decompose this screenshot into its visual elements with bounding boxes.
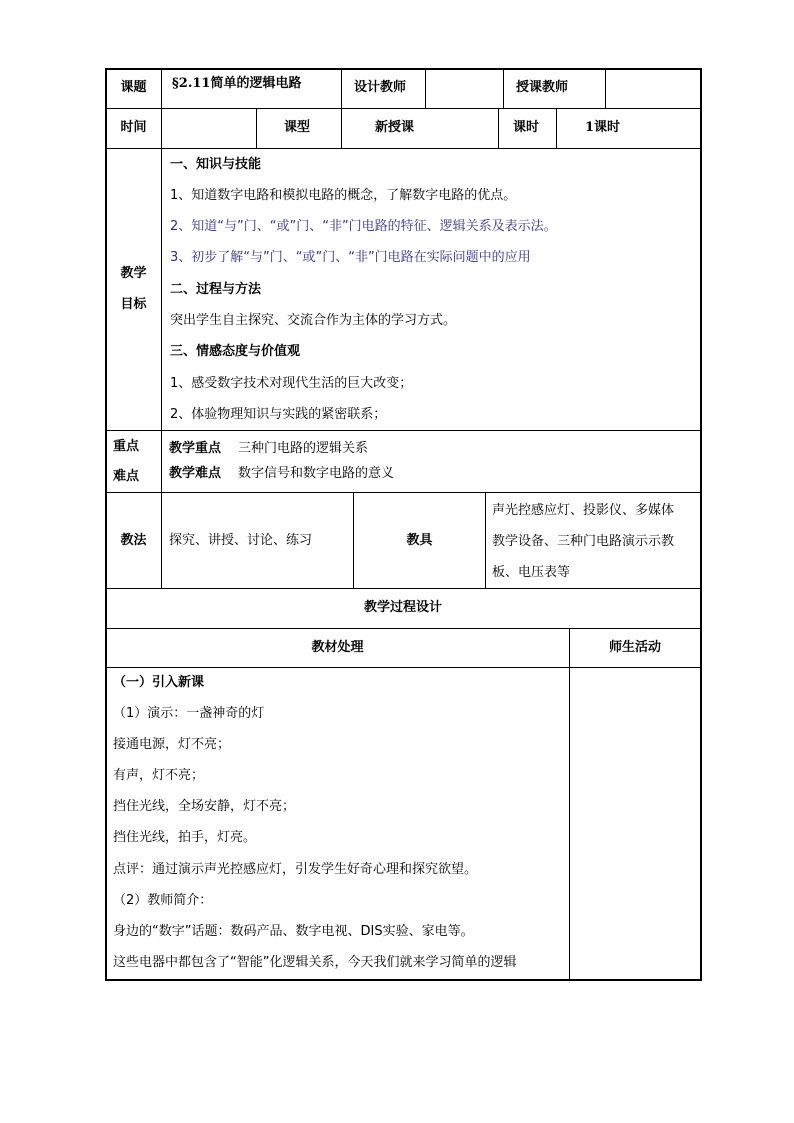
col-divider	[498, 108, 499, 148]
col-divider	[341, 69, 342, 108]
col-divider	[256, 108, 257, 148]
row-divider	[106, 588, 700, 589]
objectives-item6: 2、体验物理知识与实践的紧密联系；	[170, 407, 387, 422]
focus-value: 三种门电路的逻辑关系	[238, 441, 369, 456]
objectives-item2: 2、知道“与”门、“或”门、“非”门电路的特征、逻辑关系及表示法。	[170, 219, 557, 234]
col-divider	[161, 492, 162, 588]
process-line: （2）教师简介：	[113, 893, 213, 908]
col-divider	[485, 492, 486, 588]
table-border-left	[105, 68, 107, 981]
objectives-item5: 1、感受数字技术对现代生活的巨大改变；	[170, 376, 413, 391]
col-divider	[161, 148, 162, 492]
type-label: 课型	[284, 120, 311, 135]
tools-label: 教具	[406, 533, 433, 548]
process-col2-header: 师生活动	[608, 640, 661, 655]
col-divider	[556, 108, 557, 148]
process-line: 点评：通过演示声光控感应灯，引发学生好奇心理和探究欲望。	[113, 862, 478, 877]
keypoints-label-line1: 重点	[113, 439, 140, 454]
row-divider	[106, 628, 700, 629]
col-divider	[161, 69, 162, 108]
col-divider	[503, 69, 504, 108]
process-line: 身边的“数字”话题：数码产品、数字电视、DIS实验、家电等。	[113, 924, 474, 939]
instructor-label: 授课教师	[516, 80, 569, 95]
col-divider	[425, 69, 426, 108]
objectives-section2-title: 二、过程与方法	[170, 282, 262, 297]
type-value: 新授课	[375, 120, 415, 135]
difficulty-value: 数字信号和数字电路的意义	[238, 466, 395, 481]
process-line: 有声，灯不亮；	[113, 768, 205, 783]
hours-value: 1课时	[585, 120, 621, 135]
process-title: 教学过程设计	[363, 600, 442, 615]
objectives-item1: 1、知道数字电路和模拟电路的概念，了解数字电路的优点。	[170, 188, 517, 203]
objectives-item3: 3、初步了解“与”门、“或”门、“非”门电路在实际问题中的应用	[170, 250, 531, 265]
time-label: 时间	[120, 120, 147, 135]
process-line: 这些电器中都包含了“智能”化逻辑关系，今天我们就来学习简单的逻辑	[113, 955, 517, 970]
col-divider	[569, 628, 570, 979]
process-line: （1）演示：一盏神奇的灯	[113, 706, 265, 721]
objectives-label-line1: 教学	[120, 266, 147, 281]
objectives-section3-title: 三、情感态度与价值观	[170, 344, 301, 359]
row-divider	[106, 667, 700, 668]
table-border-right	[700, 68, 702, 981]
hours-label: 课时	[513, 120, 540, 135]
objectives-item4: 突出学生自主探究、交流合作为主体的学习方式。	[170, 313, 457, 328]
process-col1-header: 教材处理	[311, 640, 364, 655]
tools-line3: 板、电压表等	[492, 565, 571, 580]
col-divider	[161, 108, 162, 148]
process-line: 挡住光线，拍手，灯亮。	[113, 830, 257, 845]
designer-label: 设计教师	[354, 80, 407, 95]
topic-value: §2.11简单的逻辑电路	[172, 76, 302, 91]
table-border-bottom	[105, 979, 702, 981]
process-line: 挡住光线，全场安静，灯不亮；	[113, 799, 296, 814]
focus-label: 教学重点	[169, 441, 222, 456]
objectives-section1-title: 一、知识与技能	[170, 157, 262, 172]
row-divider	[106, 148, 700, 149]
topic-label: 课题	[120, 80, 147, 95]
row-divider	[106, 492, 700, 493]
difficulty-label: 教学难点	[169, 466, 222, 481]
keypoints-label-line2: 难点	[113, 469, 140, 484]
method-value: 探究、讲授、讨论、练习	[169, 533, 313, 548]
tools-line1: 声光控感应灯、投影仪、多媒体	[492, 503, 675, 518]
objectives-label-line2: 目标	[120, 297, 147, 312]
table-border-top	[105, 68, 702, 70]
row-divider	[106, 108, 700, 109]
tools-line2: 教学设备、三种门电路演示示教	[492, 534, 675, 549]
col-divider	[341, 108, 342, 148]
method-label: 教法	[120, 533, 147, 548]
intro-title: （一）引入新课	[113, 675, 205, 690]
col-divider	[605, 69, 606, 108]
process-line: 接通电源，灯不亮；	[113, 737, 231, 752]
row-divider	[106, 430, 700, 431]
